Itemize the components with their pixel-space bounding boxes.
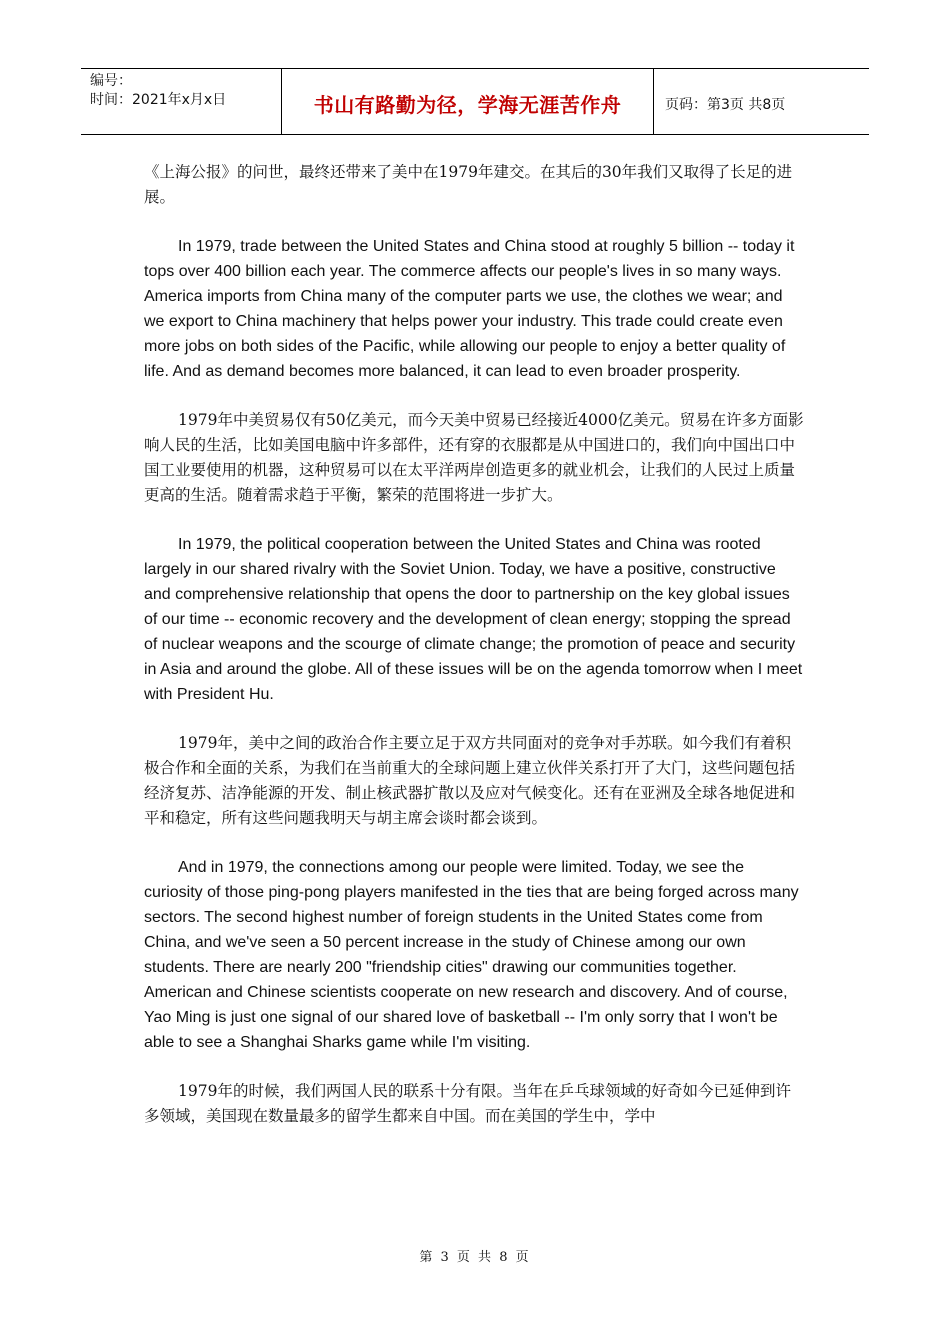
paragraph-en-political: In 1979, the political cooperation between the United States and China was rooted largely in our shared rivalry with the Soviet Union. Today, we have a positive, constructive and comprehensive relationship that opens the door to partnership on the key global issues of our time -- economic recovery and the development of clean energy; stopping the spread of nuclear weapons and the scourge of climate change; the promotion of peace and security in Asia and around the globe. All of these issues will be on the agenda tomorrow when I meet with President Hu. [144, 536, 803, 703]
paragraph-zh-intro: 《上海公报》的问世，最终还带来了美中在1979年建交。在其后的30年我们又取得了长足的进展。 [144, 163, 793, 206]
document-body [144, 160, 804, 1153]
paragraph-en-trade: In 1979, trade between the United States and China stood at roughly 5 billion -- today it tops over 400 billion each year. The commerce affects our people's lives in so many ways. America imports from China many of the computer parts we use, the clothes we wear; and we export to China machinery that helps power your industry. This trade could create even more jobs on both sides of the Pacific, while allowing our people to enjoy a better quality of life. And as demand becomes more balanced, it can lead to even broader prosperity. [144, 238, 795, 380]
header-motto: 书山有路勤为径，学海无涯苦作舟 [282, 69, 654, 134]
page-header [81, 68, 869, 135]
header-meta [81, 69, 282, 134]
paragraph-zh-trade: 1979年中美贸易仅有50亿美元，而今天美中贸易已经接近4000亿美元。贸易在许多方面影响人民的生活，比如美国电脑中许多部件，还有穿的衣服都是从中国进口的，我们向中国出口中国工业要使用的机器，这种贸易可以在太平洋两岸创造更多的就业机会，让我们的人民过上质量更高的生活。随着需求趋于平衡，繁荣的范围将进一步扩大。 [144, 411, 804, 504]
paragraph-en-connections: And in 1979, the connections among our people were limited. Today, we see the curiosity of those ping-pong players manifested in the ties that are being forged across many sectors. The second highest number of foreign students in the United States come from China, and we've seen a 50 percent increase in the study of Chinese among our own students. There are nearly 200 "friendship cities" drawing our communities together. American and Chinese scientists cooperate on new research and discovery. And of course, Yao Ming is just one signal of our shared love of basketball -- I'm only sorry that I won't be able to see a Shanghai Sharks game while I'm visiting. [144, 859, 799, 1051]
document-number-label: 编号： [90, 73, 132, 89]
header-page-info: 页码：第3页 共8页 [665, 96, 786, 113]
paragraph-zh-connections: 1979年的时候，我们两国人民的联系十分有限。当年在乒乓球领域的好奇如今已延伸到许多领域，美国现在数量最多的留学生都来自中国。而在美国的学生中，学中 [144, 1082, 791, 1125]
paragraph-zh-political: 1979年，美中之间的政治合作主要立足于双方共同面对的竞争对手苏联。如今我们有着积极合作和全面的关系，为我们在当前重大的全球问题上建立伙伴关系打开了大门，这些问题包括经济复苏、洁净能源的开发、制止核武器扩散以及应对气候变化。还有在亚洲及全球各地促进和平和稳定，所有这些问题我明天与胡主席会谈时都会谈到。 [144, 734, 796, 827]
document-date: 时间：2021年x月x日 [90, 92, 227, 108]
page-footer: 第 3 页 共 8 页 [419, 1250, 531, 1265]
